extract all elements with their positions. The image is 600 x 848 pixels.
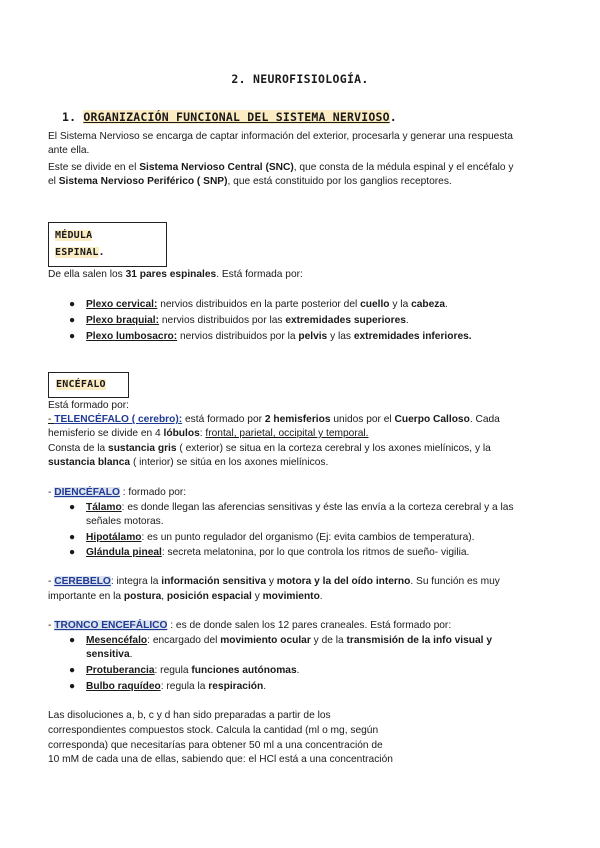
- page-title: 2. NEUROFISIOLOGÍA.: [231, 72, 369, 86]
- list-item: [69, 501, 75, 514]
- tronco-item-1: Mesencéfalo: encargado del movimiento ocular y de la transmisión de la info visual y: [86, 635, 492, 646]
- list-item: [69, 546, 75, 559]
- diencefalo-item-1: Tálamo: es donde llegan las aferencias sensitivas y éste las envía a la corteza cerebral y a las: [86, 502, 514, 513]
- list-item: [69, 680, 75, 693]
- list-item: [69, 531, 75, 544]
- telencefalo-line-3: Consta de la sustancia gris ( exterior) se situa en la corteza cerebral y los axones mielínicos, y la: [48, 443, 491, 454]
- telencefalo-line-1: - TELENCÉFALO ( cerebro): está formado por 2 hemisferios unidos por el Cuerpo Calloso. Cada: [48, 414, 500, 425]
- list-item: [69, 664, 75, 677]
- encefalo-label-box: [48, 372, 129, 398]
- medula-label-box: [48, 222, 167, 267]
- diencefalo-line: - DIENCÉFALO : formado por:: [48, 487, 187, 498]
- list-item: [69, 634, 75, 647]
- medula-intro: De ella salen los 31 pares espinales. Está formada por:: [48, 269, 303, 280]
- tronco-item-3: Bulbo raquídeo: regula la respiración.: [86, 681, 267, 692]
- closing-line-4: 10 mM de cada una de ellas, sabiendo que: el HCl está a una concentración: [48, 754, 393, 765]
- intro-line-1: El Sistema Nervioso se encarga de captar información del exterior, procesarla y generar una respuesta: [48, 131, 513, 142]
- telencefalo-line-4: sustancia blanca ( interior) se sitúa en los axones mielínicos.: [48, 457, 329, 468]
- diencefalo-item-2: Hipotálamo: es un punto regulador del organismo (Ej: evita cambios de temperatura).: [86, 532, 475, 543]
- bullet-dot-icon: ●: [69, 547, 76, 558]
- section-heading-end: .: [389, 110, 397, 124]
- list-item: [69, 314, 75, 327]
- tronco-line: - TRONCO ENCEFÁLICO : es de donde salen los 12 pares craneales. Está formado por:: [48, 620, 452, 631]
- cerebelo-line-2: importante en la postura, posición espacial y movimiento.: [48, 591, 323, 602]
- bullet-dot-icon: ●: [69, 681, 76, 692]
- telencefalo-line-2: hemisferio se divide en 4 lóbulos: frontal, parietal, occipital y temporal.: [48, 428, 369, 439]
- tronco-item-1-l2: sensitiva.: [86, 649, 133, 660]
- bullet-dot-icon: ●: [69, 532, 76, 543]
- bullet-dot-icon: ●: [69, 331, 76, 342]
- diencefalo-item-1-l2: señales motoras.: [86, 516, 164, 527]
- tronco-item-2: Protuberancia: regula funciones autónomas.: [86, 665, 300, 676]
- diencefalo-item-3: Glándula pineal: secreta melatonina, por lo que controla los ritmos de sueño- vigilia.: [86, 547, 470, 558]
- closing-line-2: correspondientes compuestos stock. Calcula la cantidad (ml o mg, según: [48, 725, 379, 736]
- medula-item-1: Plexo cervical: nervios distribuidos en la parte posterior del cuello y la cabeza.: [86, 299, 448, 310]
- intro-line-4: el Sistema Nervioso Periférico ( SNP), que está constituido por los ganglios receptores.: [48, 176, 452, 187]
- encefalo-intro: Está formado por:: [48, 400, 129, 411]
- list-item: [69, 330, 75, 343]
- bullet-dot-icon: ●: [69, 665, 76, 676]
- encefalo-label: ENCÉFALO: [56, 379, 106, 390]
- medula-item-3: Plexo lumbosacro: nervios distribuidos por la pelvis y las extremidades inferiores.: [86, 331, 472, 342]
- medula-label: MÉDULA ESPINAL.: [55, 230, 105, 258]
- section-heading-text: ORGANIZACIÓN FUNCIONAL DEL SISTEMA NERVIOSO: [83, 110, 390, 124]
- intro-line-2: ante ella.: [48, 145, 90, 156]
- section-number: 1.: [62, 110, 77, 124]
- bullet-dot-icon: ●: [69, 315, 76, 326]
- intro-line-3: Este se divide en el Sistema Nervioso Central (SNC), que consta de la médula espinal y el encéfalo y: [48, 162, 514, 173]
- closing-line-1: Las disoluciones a, b, c y d han sido preparadas a partir de los: [48, 710, 331, 721]
- medula-item-2: Plexo braquial: nervios distribuidos por las extremidades superiores.: [86, 315, 409, 326]
- bullet-dot-icon: ●: [69, 502, 76, 513]
- list-item: [69, 298, 75, 311]
- bullet-dot-icon: ●: [69, 299, 76, 310]
- bullet-dot-icon: ●: [69, 635, 76, 646]
- section-heading: [62, 110, 397, 124]
- closing-line-3: corresponda) que necesitarías para obtener 50 ml a una concentración de: [48, 740, 383, 751]
- cerebelo-line-1: - CEREBELO: integra la información sensitiva y motora y la del oído interno. Su función es muy: [48, 576, 500, 587]
